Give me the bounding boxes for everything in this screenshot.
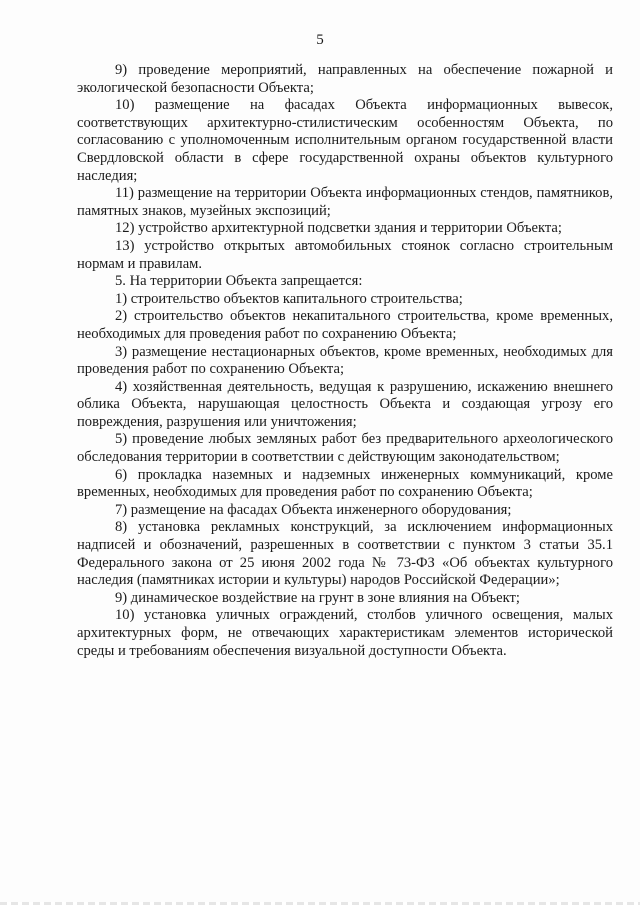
prohibition-item-10: 10) установка уличных ограждений, столбов уличного освещения, малых архитектурных форм, не отвечающих характеристикам элементов исторической среды и требованиям обеспечения визуальной доступности Объекта. [77,607,613,659]
prohibition-item-9: 9) динамическое воздействие на грунт в зоне влияния на Объект; [115,589,520,606]
prohibition-item-1: 1) строительство объектов капитального строительства; [115,290,463,307]
prohibition-item-6: 6) прокладка наземных и надземных инженерных коммуникаций, кроме временных, необходимых для проведения работ по сохранению Объекта; [77,466,613,501]
page-number: 5 [316,32,324,48]
document-body [77,62,613,660]
prohibition-item-5: 5) проведение любых земляных работ без предварительного археологического обследования территории в соответствии с действующим законодательством; [77,431,613,466]
prohibition-item-4: 4) хозяйственная деятельность, ведущая к разрушению, искажению внешнего облика Объекта, нарушающая целостность Объекта и создающая угрозу его повреждения, разрушения или уничтожения; [77,378,613,430]
paragraph-item-12-lighting: 12) устройство архитектурной подсветки здания и территории Объекта; [115,220,562,237]
paragraph-item-11-stands: 11) размещение на территории Объекта информационных стендов, памятников, памятных знаков, музейных экспозиций; [77,185,613,219]
paragraph-item-9-fire-safety: 9) проведение мероприятий, направленных на обеспечение пожарной и экологической безопасности Объекта; [77,62,613,96]
prohibition-item-7: 7) размещение на фасадах Объекта инженерного оборудования; [115,501,512,518]
prohibition-item-3: 3) размещение нестационарных объектов, кроме временных, необходимых для проведения работ по сохранению Объекта; [77,343,613,378]
paragraph-item-10-signage: 10) размещение на фасадах Объекта информационных вывесок, соответствующих архитектурно-стилистическим особенностям Объекта, по согласованию с уполномоченным исполнительным органом государственной власти Свердловской области в сфере государственной охраны объектов культурного наследия; [77,97,613,184]
section-5-heading: 5. На территории Объекта запрещается: [115,273,363,290]
prohibition-item-2: 2) строительство объектов некапитального строительства, кроме временных, необходимых для проведения работ по сохранению Объекта; [77,308,613,342]
prohibition-item-8: 8) установка рекламных конструкций, за исключением информационных надписей и обозначений, разрешенных в соответствии с пунктом 3 статьи 35.1 Федерального закона от 25 июня 2002 года № 73-ФЗ «Об объектах культурного наследия (памятниках истории и культуры) народов Российской Федерации»; [77,519,613,589]
paragraph-item-13-parking: 13) устройство открытых автомобильных стоянок согласно строительным нормам и правилам. [77,237,613,272]
